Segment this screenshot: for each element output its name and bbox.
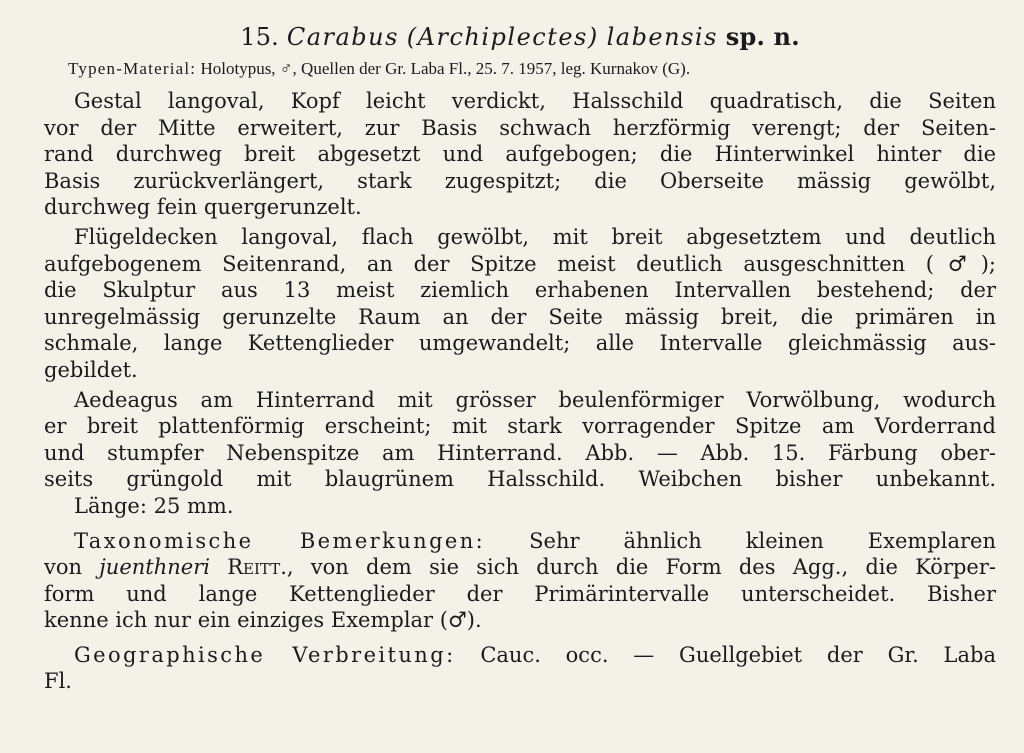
- description-paragraph-2: [44, 224, 996, 384]
- text-line: Fl.: [44, 669, 72, 694]
- type-material-line: [68, 58, 996, 80]
- text-line: schmale, lange Kettenglieder umgewandelt; alle Intervalle gleichmässig aus-: [44, 331, 996, 356]
- text-line: seits grüngold mit blaugrünem Halsschild. Weibchen bisher unbekannt.: [44, 467, 996, 492]
- genus-name: Carabus: [286, 23, 399, 51]
- distribution-label: Geographische Verbreitung:: [74, 642, 456, 667]
- subgenus-name: (Archiplectes): [406, 23, 599, 51]
- text-line: Basis zurückverlängert, stark zugespitzt; die Oberseite mässig gewölbt,: [44, 168, 996, 193]
- text-line: [44, 642, 996, 669]
- taxonomic-remarks: [44, 528, 996, 634]
- geographic-distribution: [44, 642, 996, 695]
- text-line: Aedeagus am Hinterrand mit grösser beulenförmiger Vorwölbung, wodurch: [74, 387, 996, 412]
- species-number: 15.: [240, 23, 279, 51]
- description-paragraph-1: [44, 88, 996, 221]
- type-material-text: Holotypus, ♂, Quellen der Gr. Laba Fl., 25. 7. 1957, leg. Kurnakov (G).: [200, 59, 691, 78]
- text-line: form und lange Kettenglieder der Primärintervalle unterscheidet. Bisher: [44, 581, 996, 606]
- text-fragment: , von dem sie sich durch die Form des Agg., die Körper-: [286, 555, 996, 580]
- distribution-text: Cauc. occ. — Guellgebiet der Gr. Laba: [480, 642, 996, 667]
- species-heading: [44, 22, 996, 52]
- text-line: [44, 528, 996, 555]
- text-fragment: von: [44, 555, 83, 580]
- author-reference: Reitt.: [227, 555, 287, 580]
- species-status: sp. n.: [725, 22, 800, 51]
- species-reference: juenthneri: [99, 555, 210, 580]
- text-line: er breit plattenförmig erscheint; mit stark vorragender Spitze am Vorderrand: [44, 414, 996, 439]
- length-line: Länge: 25 mm.: [74, 493, 234, 518]
- description-paragraph-3: [44, 387, 996, 520]
- type-material-label: Typen-Material:: [68, 59, 197, 78]
- taxonomic-remarks-text: Sehr ähnlich kleinen Exemplaren: [529, 528, 996, 553]
- text-line: Gestal langoval, Kopf leicht verdickt, Halsschild quadratisch, die Seiten: [74, 89, 996, 113]
- taxonomic-remarks-label: Taxonomische Bemerkungen:: [74, 528, 486, 553]
- text-line: [44, 554, 996, 581]
- text-line: die Skulptur aus 13 meist ziemlich erhabenen Intervallen bestehend; der: [44, 278, 996, 303]
- text-line: und stumpfer Nebenspitze am Hinterrand. Abb. — Abb. 15. Färbung ober-: [44, 440, 996, 465]
- text-line: rand durchweg breit abgesetzt und aufgebogen; die Hinterwinkel hinter die: [44, 142, 996, 167]
- text-line: gebildet.: [44, 357, 138, 382]
- text-line: durchweg fein quergerunzelt.: [44, 195, 362, 220]
- species-name: labensis: [606, 23, 718, 51]
- text-line: vor der Mitte erweitert, zur Basis schwach herzförmig verengt; der Seiten-: [44, 115, 996, 140]
- text-line: kenne ich nur ein einziges Exemplar (♂).: [44, 608, 482, 633]
- text-line: unregelmässig gerunzelte Raum an der Seite mässig breit, die primären in: [44, 304, 996, 329]
- text-line: aufgebogenem Seitenrand, an der Spitze meist deutlich ausgeschnitten (♂);: [44, 251, 996, 276]
- text-line: Flügeldecken langoval, flach gewölbt, mit breit abgesetztem und deutlich: [74, 224, 996, 249]
